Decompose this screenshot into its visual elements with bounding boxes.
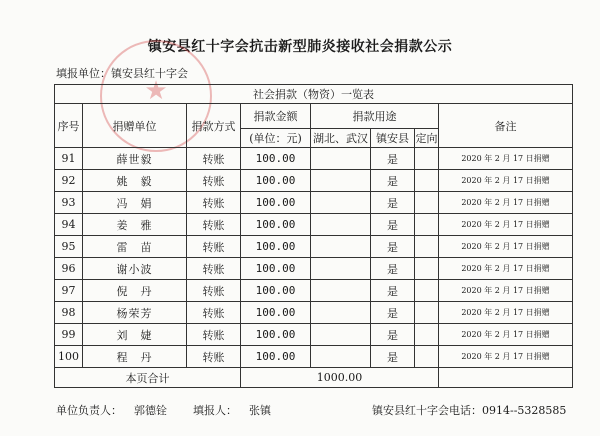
cell-hubei bbox=[311, 170, 371, 192]
cell-directed bbox=[415, 302, 439, 324]
cell-hubei bbox=[311, 346, 371, 368]
cell-hubei bbox=[311, 148, 371, 170]
cell-hubei bbox=[311, 236, 371, 258]
footer-phone bbox=[372, 402, 566, 418]
cell-hubei bbox=[311, 280, 371, 302]
cell-seq: 93 bbox=[55, 192, 83, 214]
cell-method: 转账 bbox=[187, 148, 241, 170]
cell-hubei bbox=[311, 214, 371, 236]
header-donor: 捐赠单位 bbox=[83, 104, 187, 148]
cell-directed bbox=[415, 236, 439, 258]
cell-zhenan: 是 bbox=[371, 192, 415, 214]
cell-method: 转账 bbox=[187, 214, 241, 236]
cell-seq: 98 bbox=[55, 302, 83, 324]
cell-method: 转账 bbox=[187, 170, 241, 192]
header-amount: 捐款金额 bbox=[241, 104, 311, 129]
cell-hubei bbox=[311, 302, 371, 324]
cell-remark: 2020 年 2 月 17 日捐赠 bbox=[439, 192, 573, 214]
total-value: 1000.00 bbox=[241, 368, 439, 388]
cell-donor: 姚 毅 bbox=[83, 170, 187, 192]
cell-zhenan: 是 bbox=[371, 346, 415, 368]
cell-donor: 冯 娟 bbox=[83, 192, 187, 214]
cell-remark: 2020 年 2 月 17 日捐赠 bbox=[439, 236, 573, 258]
cell-remark: 2020 年 2 月 17 日捐赠 bbox=[439, 214, 573, 236]
table-row bbox=[55, 280, 573, 302]
cell-directed bbox=[415, 192, 439, 214]
cell-zhenan: 是 bbox=[371, 170, 415, 192]
cell-remark: 2020 年 2 月 17 日捐赠 bbox=[439, 302, 573, 324]
cell-amount: 100.00 bbox=[241, 170, 311, 192]
cell-donor: 薛世毅 bbox=[83, 148, 187, 170]
total-row bbox=[55, 368, 573, 388]
cell-directed bbox=[415, 346, 439, 368]
cell-zhenan: 是 bbox=[371, 324, 415, 346]
header-usage: 捐款用途 bbox=[311, 104, 439, 129]
reporting-unit-value: 镇安县红十字会 bbox=[111, 67, 188, 80]
cell-amount: 100.00 bbox=[241, 148, 311, 170]
page-title: 镇安县红十字会抗击新型肺炎接收社会捐款公示 bbox=[147, 39, 453, 55]
total-label: 本页合计 bbox=[55, 368, 241, 388]
cell-directed bbox=[415, 280, 439, 302]
cell-method: 转账 bbox=[187, 236, 241, 258]
footer-responsible bbox=[56, 402, 167, 418]
cell-seq: 92 bbox=[55, 170, 83, 192]
table-row bbox=[55, 258, 573, 280]
responsible-label: 单位负责人： bbox=[56, 404, 122, 417]
total-remark bbox=[439, 368, 573, 388]
cell-directed bbox=[415, 324, 439, 346]
header-amount-unit: (单位：元) bbox=[241, 129, 311, 148]
reporting-unit-label: 填报单位： bbox=[56, 67, 111, 80]
table-row bbox=[55, 324, 573, 346]
table-row bbox=[55, 236, 573, 258]
cell-zhenan: 是 bbox=[371, 302, 415, 324]
cell-donor: 杨荣芳 bbox=[83, 302, 187, 324]
header-zhenan: 镇安县 bbox=[371, 129, 415, 148]
cell-zhenan: 是 bbox=[371, 280, 415, 302]
table-row bbox=[55, 170, 573, 192]
cell-remark: 2020 年 2 月 17 日捐赠 bbox=[439, 280, 573, 302]
header-hubei: 湖北、武汉 bbox=[311, 129, 371, 148]
donation-table bbox=[54, 84, 573, 388]
cell-donor: 程 丹 bbox=[83, 346, 187, 368]
header-directed: 定向 bbox=[415, 129, 439, 148]
cell-seq: 91 bbox=[55, 148, 83, 170]
cell-donor: 姜 雅 bbox=[83, 214, 187, 236]
cell-amount: 100.00 bbox=[241, 324, 311, 346]
reporting-unit bbox=[56, 65, 188, 81]
cell-seq: 94 bbox=[55, 214, 83, 236]
cell-seq: 95 bbox=[55, 236, 83, 258]
phone-label: 镇安县红十字会电话： bbox=[372, 404, 482, 417]
table-row bbox=[55, 214, 573, 236]
cell-zhenan: 是 bbox=[371, 258, 415, 280]
table-row bbox=[55, 148, 573, 170]
cell-amount: 100.00 bbox=[241, 346, 311, 368]
cell-remark: 2020 年 2 月 17 日捐赠 bbox=[439, 258, 573, 280]
cell-donor: 谢小波 bbox=[83, 258, 187, 280]
cell-method: 转账 bbox=[187, 324, 241, 346]
cell-directed bbox=[415, 214, 439, 236]
cell-donor: 刘 婕 bbox=[83, 324, 187, 346]
cell-hubei bbox=[311, 192, 371, 214]
table-row bbox=[55, 192, 573, 214]
cell-remark: 2020 年 2 月 17 日捐赠 bbox=[439, 346, 573, 368]
cell-remark: 2020 年 2 月 17 日捐赠 bbox=[439, 324, 573, 346]
table-row bbox=[55, 346, 573, 368]
header-seq: 序号 bbox=[55, 104, 83, 148]
cell-zhenan: 是 bbox=[371, 214, 415, 236]
cell-directed bbox=[415, 148, 439, 170]
responsible-name: 郭德铨 bbox=[134, 404, 167, 417]
cell-amount: 100.00 bbox=[241, 258, 311, 280]
cell-hubei bbox=[311, 324, 371, 346]
cell-method: 转账 bbox=[187, 192, 241, 214]
cell-seq: 97 bbox=[55, 280, 83, 302]
cell-seq: 96 bbox=[55, 258, 83, 280]
cell-method: 转账 bbox=[187, 302, 241, 324]
header-remark: 备注 bbox=[439, 104, 573, 148]
cell-amount: 100.00 bbox=[241, 280, 311, 302]
cell-method: 转账 bbox=[187, 258, 241, 280]
cell-hubei bbox=[311, 258, 371, 280]
cell-zhenan: 是 bbox=[371, 148, 415, 170]
cell-donor: 雷 苗 bbox=[83, 236, 187, 258]
cell-seq: 100 bbox=[55, 346, 83, 368]
phone-number: 0914--5328585 bbox=[482, 404, 567, 417]
star-icon: ★ bbox=[144, 76, 168, 106]
header-method: 捐款方式 bbox=[187, 104, 241, 148]
cell-directed bbox=[415, 170, 439, 192]
cell-amount: 100.00 bbox=[241, 302, 311, 324]
cell-amount: 100.00 bbox=[241, 236, 311, 258]
table-caption: 社会捐款（物资）一览表 bbox=[55, 85, 573, 104]
table-row bbox=[55, 302, 573, 324]
cell-zhenan: 是 bbox=[371, 236, 415, 258]
cell-method: 转账 bbox=[187, 280, 241, 302]
cell-method: 转账 bbox=[187, 346, 241, 368]
footer-filler bbox=[193, 402, 271, 418]
cell-remark: 2020 年 2 月 17 日捐赠 bbox=[439, 148, 573, 170]
filler-name: 张镇 bbox=[249, 404, 271, 417]
cell-donor: 倪 丹 bbox=[83, 280, 187, 302]
cell-seq: 99 bbox=[55, 324, 83, 346]
filler-label: 填报人： bbox=[193, 404, 237, 417]
cell-remark: 2020 年 2 月 17 日捐赠 bbox=[439, 170, 573, 192]
cell-amount: 100.00 bbox=[241, 214, 311, 236]
cell-amount: 100.00 bbox=[241, 192, 311, 214]
cell-directed bbox=[415, 258, 439, 280]
